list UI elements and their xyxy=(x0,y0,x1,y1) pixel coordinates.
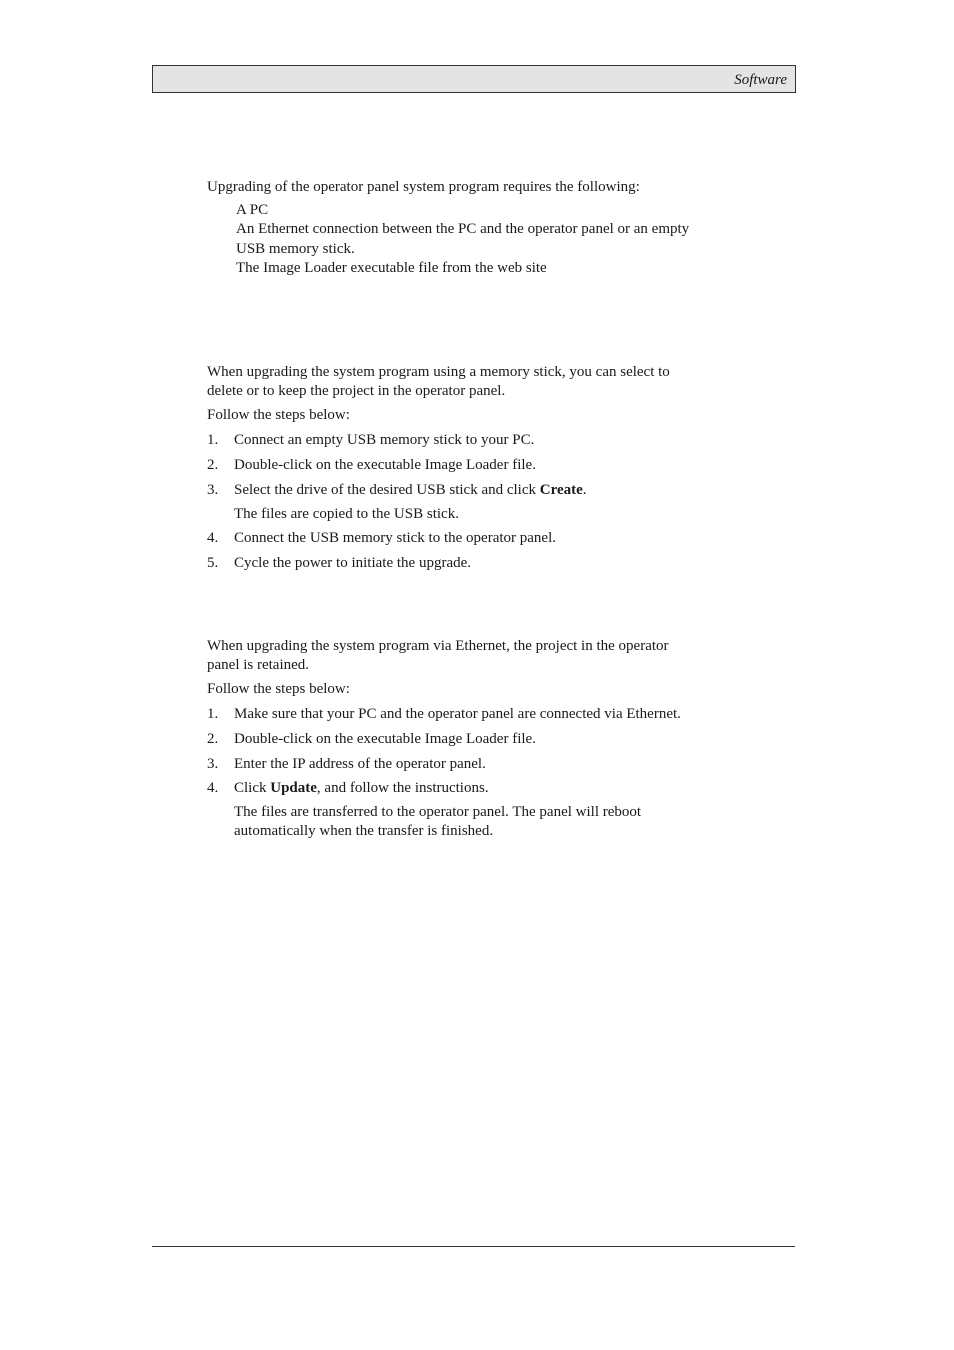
update-keyword: Update xyxy=(270,780,317,796)
step-text-after: . xyxy=(582,482,587,498)
step-text-before: Click xyxy=(234,780,271,796)
requirements-intro: Upgrading of the operator panel system program requires the following: xyxy=(207,179,640,195)
usb-intro-line1: When upgrading the system program using a memory stick, you can select to xyxy=(207,364,670,380)
usb-follow-steps: Follow the steps below: xyxy=(207,407,350,423)
step-number: 3. xyxy=(207,756,219,772)
step-text: Connect an empty USB memory stick to your PC. xyxy=(234,432,535,448)
create-keyword: Create xyxy=(539,482,583,498)
step-number: 3. xyxy=(207,482,219,498)
requirement-item-connection-cont: USB memory stick. xyxy=(236,241,355,257)
step-number: 1. xyxy=(207,706,219,722)
step-number: 5. xyxy=(207,555,219,571)
step-text: Double-click on the executable Image Loader file. xyxy=(234,731,536,747)
step-text xyxy=(234,779,489,798)
usb-step-3-note: The files are copied to the USB stick. xyxy=(234,506,459,522)
step-text xyxy=(234,481,587,500)
step-text: Connect the USB memory stick to the operator panel. xyxy=(234,530,557,546)
ethernet-step-4-note-line2: automatically when the transfer is finished. xyxy=(234,823,494,839)
ethernet-follow-steps: Follow the steps below: xyxy=(207,681,350,697)
step-text-before: Select the drive of the desired USB stick and click xyxy=(234,482,540,498)
page-header-bar xyxy=(152,65,796,93)
requirement-item-pc: A PC xyxy=(236,202,269,218)
footer-rule xyxy=(152,1246,795,1247)
step-number: 4. xyxy=(207,530,219,546)
step-text-after: , and follow the instructions. xyxy=(316,780,489,796)
step-text: Double-click on the executable Image Loader file. xyxy=(234,457,536,473)
ethernet-intro-line1: When upgrading the system program via Ethernet, the project in the operator xyxy=(207,638,669,654)
step-number: 4. xyxy=(207,780,219,796)
ethernet-step-4-note-line1: The files are transferred to the operator panel. The panel will reboot xyxy=(234,804,642,820)
ethernet-intro-line2: panel is retained. xyxy=(207,657,310,673)
step-text: Enter the IP address of the operator panel. xyxy=(234,756,486,772)
step-text: Cycle the power to initiate the upgrade. xyxy=(234,555,472,571)
step-text: Make sure that your PC and the operator panel are connected via Ethernet. xyxy=(234,706,681,722)
usb-intro-line2: delete or to keep the project in the operator panel. xyxy=(207,383,506,399)
requirement-item-connection: An Ethernet connection between the PC and the operator panel or an empty xyxy=(236,221,690,237)
step-number: 1. xyxy=(207,432,219,448)
step-number: 2. xyxy=(207,457,219,473)
requirement-item-image-loader: The Image Loader executable file from the web site xyxy=(236,260,547,276)
step-number: 2. xyxy=(207,731,219,747)
header-section-title: Software xyxy=(734,72,787,88)
